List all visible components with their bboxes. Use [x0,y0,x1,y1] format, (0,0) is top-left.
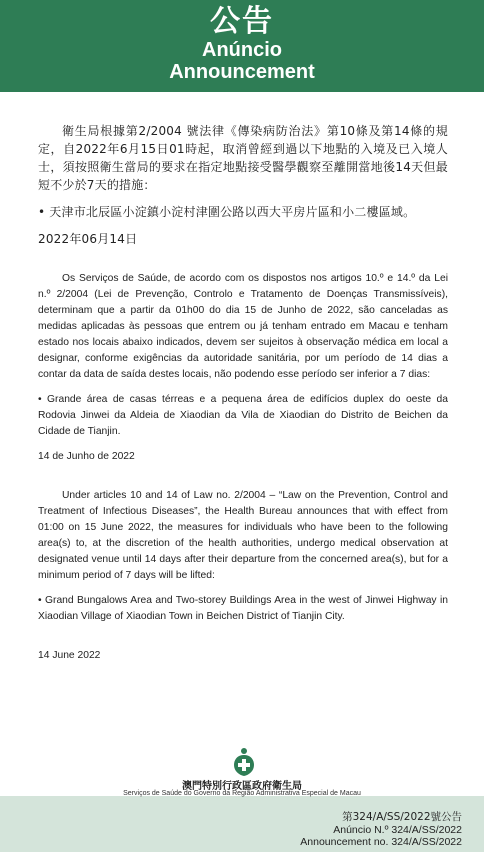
english-bullet-item: • Grand Bungalows Area and Two-storey Buildings Area in the west of Jinwei Highway in Xiaodian Village of Xiaodian Town in Beichen District of Tianjin City. [38,593,448,625]
reference-number-english: Announcement no. 324/A/SS/2022 [300,836,462,848]
chinese-date: 2022年06月14日 [38,232,138,246]
portuguese-section [38,271,448,465]
announcement-header [0,0,484,92]
bureau-name-portuguese: Serviços de Saúde do Governo da Região Administrativa Especial de Macau [123,790,361,797]
bureau-name-chinese: 澳門特別行政區政府衛生局 [182,781,302,792]
title-english: Announcement [169,61,315,83]
english-paragraph: Under articles 10 and 14 of Law no. 2/2004 – “Law on the Prevention, Control and Treatment of Infectious Diseases”, the Health Bureau announces that with effect from 01:00 on 15 June 2022, the measures for individuals who have been to the following area(s) to, at the discretion of the health authorities, undergo medical observation at designated venue until 14 days after their departure from the concerned area(s), but for a minimum period of 7 days will be lifted: [38,490,448,581]
health-bureau-logo-icon [231,747,257,777]
portuguese-bullet-item: • Grande área de casas térreas e a pequena área de edifícios duplex do oeste da Rodovia Jinwei da Aldeia de Xiaodian da Vila de Xiaodian do Distrito de Beichen da Cidade de Tianjin. [38,392,448,440]
chinese-section [38,122,448,248]
announcement-body [38,122,448,664]
reference-number-portuguese: Anúncio N.º 324/A/SS/2022 [333,824,462,836]
portuguese-date: 14 de Junho de 2022 [38,451,135,462]
portuguese-paragraph: Os Serviços de Saúde, de acordo com os dispostos nos artigos 10.º e 14.º da Lei n.º 2/2004 (Lei de Prevenção, Controlo e Tratamento de Doenças Transmissíveis), determinam que a partir da 01h00 do dia 15 de Junho de 2022, são canceladas as medidas aplicadas às pessoas que entrem ou já tenham entrado em Macau e tenham estado nos locais abaixo indicados, devem ser sujeitos à observação médica em local a designar, conforme exigências da autoridade sanitária, por um período de 14 dias a contar da data de saída destes locais, não podendo esse período ser inferior a 7 dias: [38,273,448,380]
title-chinese: 公告 [210,4,274,39]
chinese-paragraph: 衛生局根據第2/2004 號法律《傳染病防治法》第10條及第14條的規定，自2022年6月15日01時起，取消曾經到過以下地點的入境及已入境人士，須按照衛生當局的要求在指定地點接受醫學觀察至離開當地後14天但最短不少於7天的措施： [38,124,448,192]
reference-number-chinese: 第324/A/SS/2022號公告 [342,811,462,823]
chinese-bullet-item: • 天津市北辰區小淀鎮小淀村津圍公路以西大平房片區和小二樓區域。 [38,203,448,221]
title-portuguese: Anúncio [202,39,282,61]
english-date: 14 June 2022 [38,650,101,661]
english-section [38,488,448,664]
